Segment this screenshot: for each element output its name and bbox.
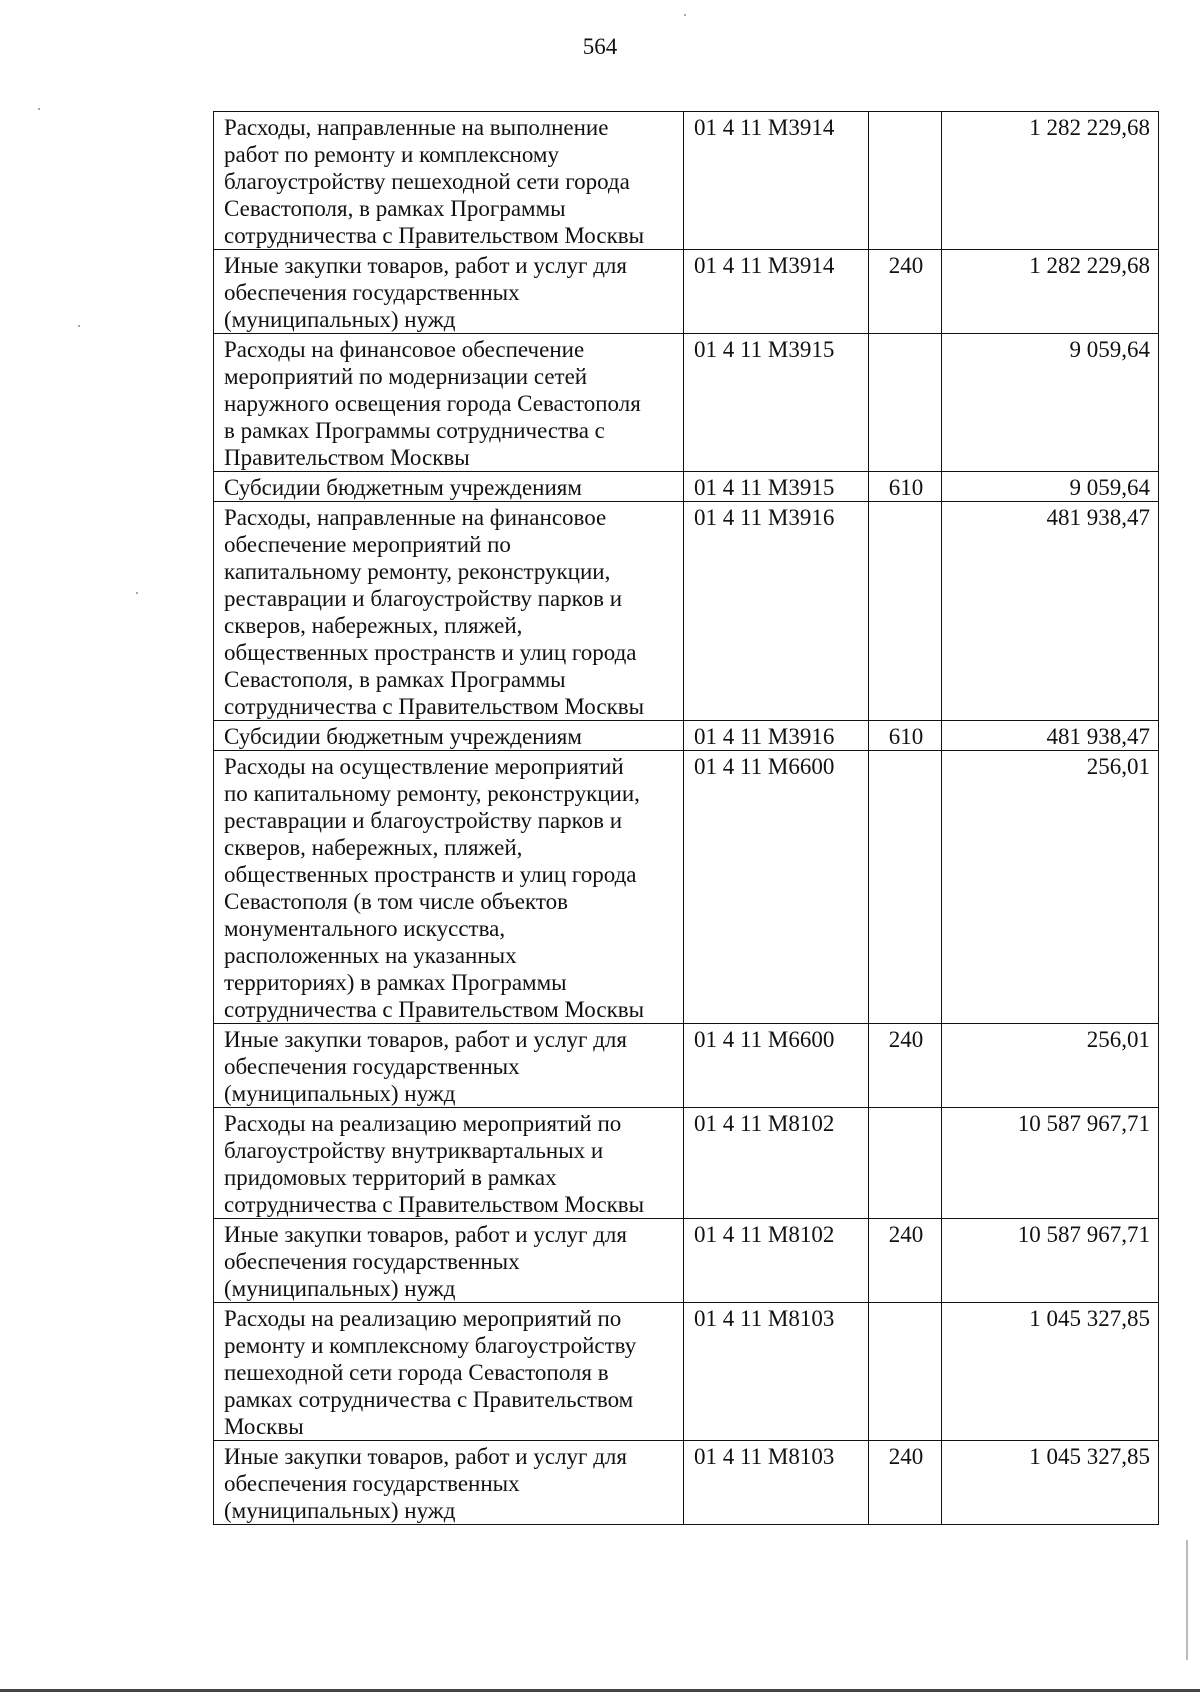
expense-name-line: Расходы на осуществление мероприятий <box>224 754 624 779</box>
expense-name-cell <box>214 1441 684 1525</box>
scan-speck <box>38 108 40 110</box>
expense-type-cell <box>869 751 942 1024</box>
classification-code-cell: 01 4 11 М3914 <box>684 250 869 334</box>
expense-type-cell <box>869 112 942 250</box>
expense-name-line: работ по ремонту и комплексному <box>224 142 559 167</box>
expense-type-cell: 240 <box>869 1441 942 1525</box>
expense-name-line: реставрации и благоустройству парков и <box>224 808 623 833</box>
expense-name-line: реставрации и благоустройству парков и <box>224 586 623 611</box>
expense-type-cell: 240 <box>869 250 942 334</box>
expense-name-line: (муниципальных) нужд <box>224 307 456 332</box>
classification-code-cell: 01 4 11 М6600 <box>684 1024 869 1108</box>
expense-type-cell: 610 <box>869 472 942 502</box>
expense-name-line: Правительством Москвы <box>224 445 470 470</box>
amount-cell: 256,01 <box>942 751 1159 1024</box>
table-row <box>214 502 1159 721</box>
scan-edge-mark <box>1186 1540 1188 1660</box>
expense-name-line: сотрудничества с Правительством Москвы <box>224 1192 645 1217</box>
table-row <box>214 751 1159 1024</box>
expense-name-line: обеспечения государственных <box>224 1249 520 1274</box>
classification-code-cell: 01 4 11 М3915 <box>684 472 869 502</box>
expense-name-line: мероприятий по модернизации сетей <box>224 364 588 389</box>
expense-name-line: обеспечения государственных <box>224 1054 520 1079</box>
amount-cell: 256,01 <box>942 1024 1159 1108</box>
amount-cell: 481 938,47 <box>942 502 1159 721</box>
scan-speck <box>136 592 138 594</box>
expense-type-cell: 240 <box>869 1219 942 1303</box>
expense-name-line: ремонту и комплексному благоустройству <box>224 1333 637 1358</box>
expense-name-line: пешеходной сети города Севастополя в <box>224 1360 609 1385</box>
expense-name-cell <box>214 1024 684 1108</box>
amount-cell: 10 587 967,71 <box>942 1108 1159 1219</box>
expense-name-line: Субсидии бюджетным учреждениям <box>224 724 582 749</box>
expense-type-cell <box>869 502 942 721</box>
expense-name-line: (муниципальных) нужд <box>224 1498 456 1523</box>
expense-name-line: благоустройству пешеходной сети города <box>224 169 630 194</box>
classification-code-cell: 01 4 11 М3914 <box>684 112 869 250</box>
budget-table-body <box>214 112 1159 1525</box>
expense-name-cell <box>214 751 684 1024</box>
table-row <box>214 112 1159 250</box>
table-row <box>214 250 1159 334</box>
expense-name-line: сотрудничества с Правительством Москвы <box>224 694 645 719</box>
amount-cell: 481 938,47 <box>942 721 1159 751</box>
expense-name-cell <box>214 1219 684 1303</box>
scan-speck <box>684 14 686 16</box>
classification-code-cell: 01 4 11 М3915 <box>684 334 869 472</box>
classification-code-cell: 01 4 11 М3916 <box>684 502 869 721</box>
expense-name-line: благоустройству внутриквартальных и <box>224 1138 604 1163</box>
table-row <box>214 1441 1159 1525</box>
table-row <box>214 472 1159 502</box>
expense-name-line: Иные закупки товаров, работ и услуг для <box>224 1222 627 1247</box>
expense-name-line: Иные закупки товаров, работ и услуг для <box>224 1444 627 1469</box>
expense-name-cell <box>214 472 684 502</box>
expense-type-cell <box>869 1108 942 1219</box>
classification-code-cell: 01 4 11 М3916 <box>684 721 869 751</box>
expense-name-line: Расходы на реализацию мероприятий по <box>224 1306 622 1331</box>
expense-name-line: скверов, набережных, пляжей, <box>224 613 523 638</box>
expense-name-line: (муниципальных) нужд <box>224 1081 456 1106</box>
classification-code-cell: 01 4 11 М8102 <box>684 1219 869 1303</box>
expense-name-line: по капитальному ремонту, реконструкции, <box>224 781 640 806</box>
expense-name-line: капитальному ремонту, реконструкции, <box>224 559 611 584</box>
expense-name-line: наружного освещения города Севастополя <box>224 391 641 416</box>
expense-name-line: обеспечения государственных <box>224 280 520 305</box>
expense-name-line: придомовых территорий в рамках <box>224 1165 557 1190</box>
expense-type-cell <box>869 1303 942 1441</box>
expense-name-line: сотрудничества с Правительством Москвы <box>224 997 645 1022</box>
expense-name-line: общественных пространств и улиц города <box>224 862 637 887</box>
expense-name-line: (муниципальных) нужд <box>224 1276 456 1301</box>
expense-name-line: скверов, набережных, пляжей, <box>224 835 523 860</box>
expense-name-line: Расходы на финансовое обеспечение <box>224 337 585 362</box>
table-row <box>214 1024 1159 1108</box>
table-row <box>214 334 1159 472</box>
expense-name-line: рамках сотрудничества с Правительством <box>224 1387 634 1412</box>
expense-name-cell <box>214 502 684 721</box>
expense-name-cell <box>214 1303 684 1441</box>
amount-cell: 1 045 327,85 <box>942 1303 1159 1441</box>
expense-name-line: обеспечения государственных <box>224 1471 520 1496</box>
expense-name-line: Субсидии бюджетным учреждениям <box>224 475 582 500</box>
expense-name-line: Иные закупки товаров, работ и услуг для <box>224 1027 627 1052</box>
expense-type-cell: 610 <box>869 721 942 751</box>
scan-speck <box>78 325 80 327</box>
expense-name-line: Расходы на реализацию мероприятий по <box>224 1111 622 1136</box>
amount-cell: 9 059,64 <box>942 472 1159 502</box>
page-number: 564 <box>582 34 618 59</box>
amount-cell: 1 045 327,85 <box>942 1441 1159 1525</box>
expense-name-line: Севастополя, в рамках Программы <box>224 196 566 221</box>
expense-name-line: Севастополя, в рамках Программы <box>224 667 566 692</box>
classification-code-cell: 01 4 11 М8103 <box>684 1303 869 1441</box>
expense-name-line: Москвы <box>224 1414 304 1439</box>
amount-cell: 1 282 229,68 <box>942 112 1159 250</box>
expense-type-cell: 240 <box>869 1024 942 1108</box>
table-row <box>214 721 1159 751</box>
expense-name-cell <box>214 112 684 250</box>
classification-code-cell: 01 4 11 М8103 <box>684 1441 869 1525</box>
scan-bottom-edge <box>0 1689 1200 1692</box>
table-row <box>214 1108 1159 1219</box>
amount-cell: 9 059,64 <box>942 334 1159 472</box>
expense-name-cell <box>214 250 684 334</box>
expense-name-line: Севастополя (в том числе объектов <box>224 889 568 914</box>
expense-name-cell <box>214 1108 684 1219</box>
expense-name-cell <box>214 721 684 751</box>
expense-type-cell <box>869 334 942 472</box>
amount-cell: 1 282 229,68 <box>942 250 1159 334</box>
budget-table <box>213 111 1159 1525</box>
expense-name-line: Расходы, направленные на финансовое <box>224 505 607 530</box>
expense-name-cell <box>214 334 684 472</box>
expense-name-line: в рамках Программы сотрудничества с <box>224 418 605 443</box>
expense-name-line: Расходы, направленные на выполнение <box>224 115 609 140</box>
expense-name-line: расположенных на указанных <box>224 943 517 968</box>
expense-name-line: Иные закупки товаров, работ и услуг для <box>224 253 627 278</box>
classification-code-cell: 01 4 11 М6600 <box>684 751 869 1024</box>
expense-name-line: сотрудничества с Правительством Москвы <box>224 223 645 248</box>
table-row <box>214 1303 1159 1441</box>
amount-cell: 10 587 967,71 <box>942 1219 1159 1303</box>
classification-code-cell: 01 4 11 М8102 <box>684 1108 869 1219</box>
expense-name-line: обеспечение мероприятий по <box>224 532 511 557</box>
table-row <box>214 1219 1159 1303</box>
expense-name-line: монументального искусства, <box>224 916 506 941</box>
expense-name-line: территориях) в рамках Программы <box>224 970 567 995</box>
expense-name-line: общественных пространств и улиц города <box>224 640 637 665</box>
